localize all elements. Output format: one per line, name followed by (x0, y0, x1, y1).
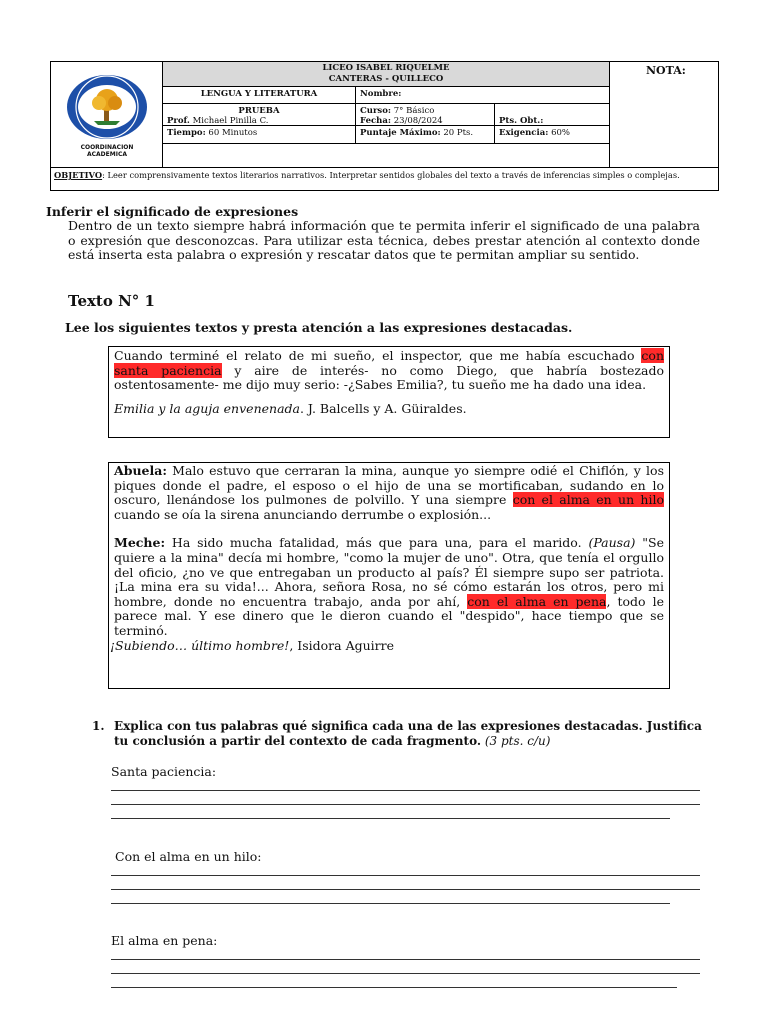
meche-mid: "Se quiere a la mina" decía mi hombre, "como la mujer de uno". Otra, que tenía el orgullo del oficio, ¿no ve que entregaban un producto al país? Él siempre supo ser patriota. ¡La mina era su vida!... Ahora, señora Rosa, no sé cómo estarán los otros, pero mi hombre, donde no encuentra trabajo, anda por ahí, (114, 535, 665, 609)
objetivo-label: OBJETIVO (54, 170, 103, 180)
exigencia-label: Exigencia: (499, 128, 549, 138)
prueba-label: PRUEBA (238, 106, 280, 116)
fragment-2-cite-title: ¡Subiendo… último hombre! (110, 637, 290, 653)
prof-value: Michael Pinilla C. (192, 116, 269, 126)
answer-label-alma-en-un-hilo: Con el alma en un hilo: (115, 849, 262, 864)
fecha-value: 23/08/2024 (393, 116, 443, 126)
answer-line[interactable] (111, 818, 670, 819)
highlight-alma-en-pena: con el alma en pena (467, 593, 607, 609)
section-title: Inferir el significado de expresiones (46, 204, 299, 219)
prof-label: Prof. (167, 116, 190, 126)
fragment-2-citation (110, 639, 664, 654)
school-name-row (163, 62, 609, 87)
meche-pausa: (Pausa) (588, 535, 636, 551)
school-location: CANTERAS - QUILLECO (328, 74, 444, 84)
prueba-row (163, 104, 609, 126)
answer-line[interactable] (111, 804, 700, 805)
tiempo-label: Tiempo: (167, 128, 206, 138)
fragment-1-cite-author: . J. Balcells y A. Güiraldes. (299, 400, 467, 416)
answer-line[interactable] (111, 889, 700, 890)
objetivo-text: : Leer comprensivamente textos literarios narrativos. Interpretar sentidos globales del texto a través de inferencias simples o complejas. (102, 170, 680, 180)
answer-label-alma-en-pena: El alma en pena: (111, 933, 218, 948)
exigencia-value: 60% (551, 128, 570, 138)
pts-obt-label: Pts. Obt.: (499, 116, 544, 126)
meche-before: Ha sido mucha fatalidad, más que para una, para el marido. (165, 535, 589, 551)
tiempo-cell (163, 126, 356, 143)
question-1-prompt: Explica con tus palabras qué significa cada una de las expresiones destacadas. Justifica tu conclusión a partir del contexto de cada fragmento. (114, 719, 702, 748)
fragment-2-cite-author: , Isidora Aguirre (289, 637, 394, 653)
fragment-1-citation (114, 402, 664, 417)
fragment-1-after: y aire de interés- no como Diego, que habría bostezado ostentosamente- me dijo muy serio: -¿Sabes Emilia?, tu sueño me ha dado una idea. (114, 362, 664, 393)
question-1-text (114, 719, 712, 749)
question-1-number: 1. (92, 719, 105, 733)
question-1-points: (3 pts. c/u) (481, 734, 551, 748)
nota-cell (609, 62, 719, 167)
tiempo-row (163, 126, 609, 144)
texto-title: Texto N° 1 (68, 292, 155, 310)
nota-label: NOTA: (646, 64, 686, 77)
instruction: Lee los siguientes textos y presta atención a las expresiones destacadas. (65, 320, 573, 335)
fragment-1-cite-title: Emilia y la aguja envenenada (114, 400, 300, 416)
pts-obt-cell (494, 104, 609, 125)
answer-line[interactable] (111, 790, 700, 791)
nombre-label: Nombre: (360, 89, 402, 99)
prueba-cell (163, 104, 356, 125)
abuela-after: cuando se oía la sirena anunciando derrumbe o explosión... (114, 506, 492, 522)
tiempo-value: 60 Minutos (208, 128, 258, 138)
objetivo (51, 167, 719, 191)
curso-label: Curso: (360, 106, 392, 116)
fragment-2-abuela (114, 464, 664, 522)
speaker-abuela: Abuela: (114, 463, 167, 478)
fragment-1-box (108, 346, 670, 438)
answer-line[interactable] (111, 903, 670, 904)
answer-line[interactable] (111, 987, 677, 988)
curso-value: 7° Básico (393, 106, 435, 116)
answer-line[interactable] (111, 875, 700, 876)
puntaje-value: 20 Pts. (443, 128, 474, 138)
highlight-alma-en-un-hilo: con el alma en un hilo (512, 492, 664, 508)
answer-line[interactable] (111, 973, 700, 974)
abuela-before: Malo estuvo que cerraran la mina, aunque yo siempre odié el Chiflón, y los piques donde el padre, el esposo o el hijo de una se mortificaban, sudando en lo oscuro, llenándose los pulmones de polvillo. Y una siempre (114, 463, 664, 508)
answer-line[interactable] (111, 959, 700, 960)
puntaje-label: Puntaje Máximo: (360, 128, 441, 138)
section-intro: Dentro de un texto siempre habrá información que te permita inferir el significado de una palabra o expresión que desconozcas. Para utilizar esta técnica, debes prestar atención al contexto donde está inserta esta palabra o expresión y rescatar datos que te permitan ampliar su sentido. (68, 218, 700, 263)
fragment-2-meche (114, 536, 664, 638)
exigencia-cell (494, 126, 609, 143)
puntaje-cell (356, 126, 494, 143)
logo-caption-academica: ACADEMICA (86, 151, 128, 158)
logo-cell (51, 62, 163, 167)
subject: LENGUA Y LITERATURA (163, 87, 356, 103)
fragment-1-before: Cuando terminé el relato de mi sueño, el inspector, que me había escuchado (114, 348, 642, 363)
school-name: LICEO ISABEL RIQUELME (322, 63, 450, 73)
header-table (50, 61, 719, 191)
subject-row (163, 87, 609, 104)
fecha-label: Fecha: (360, 116, 391, 126)
answer-label-santa-paciencia: Santa paciencia: (111, 764, 217, 779)
highlight-santa-paciencia: con santa paciencia (114, 348, 664, 378)
curso-fecha-cell (356, 104, 494, 125)
logo-caption-coordinacion: COORDINACION (80, 144, 134, 151)
meche-after: , todo le parece mal. Y ese dinero que le dieron cuando el "despido", hace tiempo que se terminó. (114, 593, 664, 638)
school-logo-icon (64, 73, 150, 143)
fragment-1-text (114, 349, 664, 393)
fragment-2-box (108, 462, 670, 689)
speaker-meche: Meche: (114, 535, 166, 551)
